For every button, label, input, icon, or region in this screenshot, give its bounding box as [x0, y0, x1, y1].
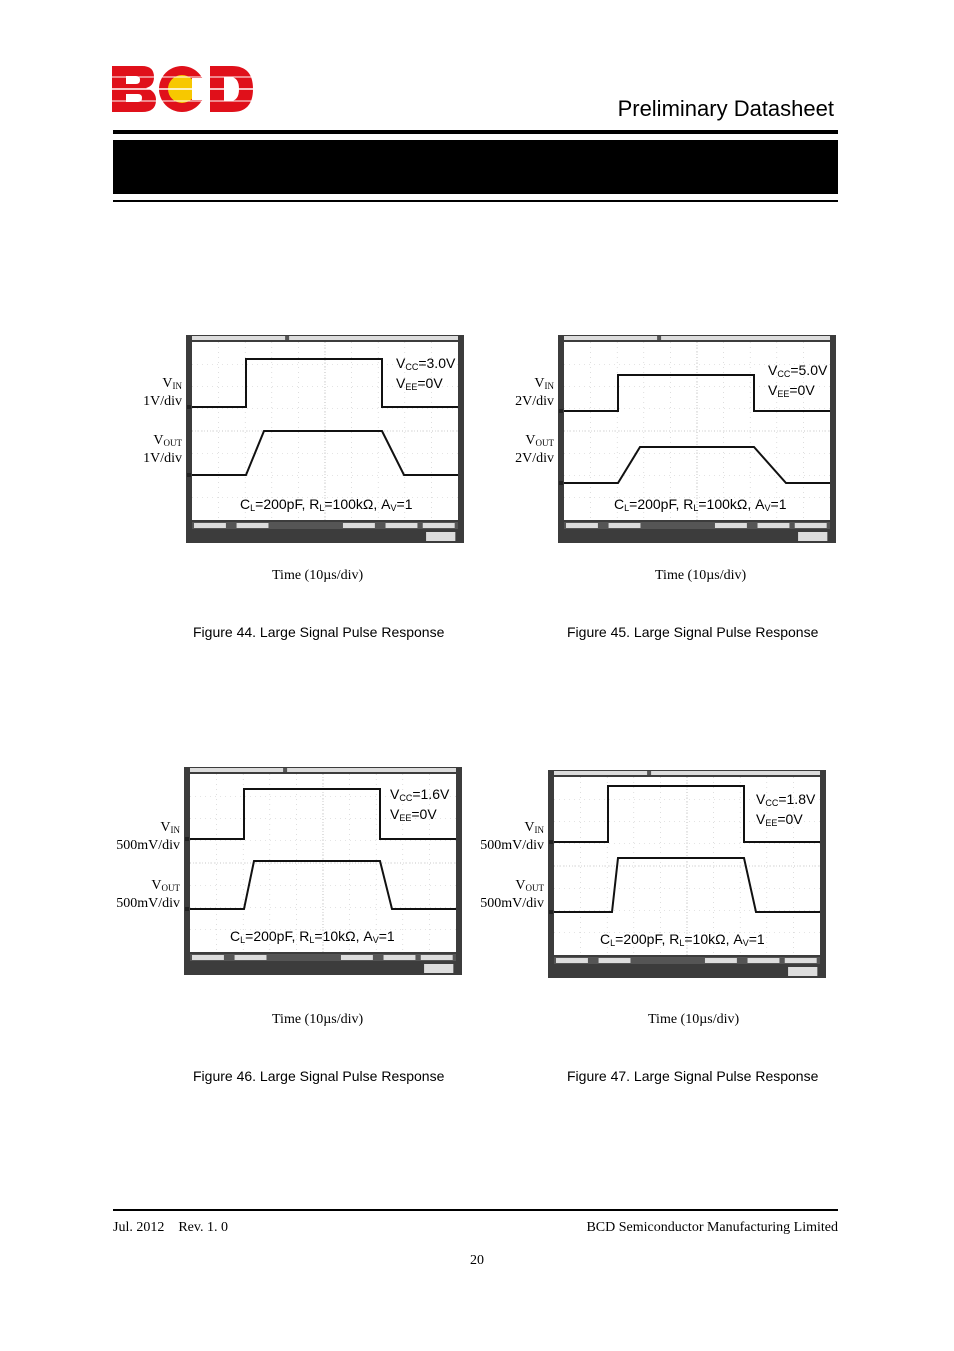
cond-r-text: =100kΩ, A	[324, 496, 391, 512]
cond-l-subscript: L	[624, 503, 630, 513]
vout-scale: 1V/div	[143, 451, 182, 466]
cond-c-letter: C	[600, 931, 611, 947]
time-axis-label: Time (10µs/div)	[648, 1012, 740, 1027]
vin-symbol: V	[162, 376, 173, 391]
time-axis-label: Time (10µs/div)	[655, 568, 747, 583]
figure-caption: Figure 46. Large Signal Pulse Response	[193, 1068, 445, 1084]
figure-caption: Figure 45. Large Signal Pulse Response	[567, 624, 819, 640]
header-rule	[113, 130, 838, 134]
cond-a-text: =1	[748, 931, 765, 947]
cond-c-letter: C	[614, 496, 625, 512]
supply-annotation	[768, 362, 827, 402]
cond-r-subscript: L	[309, 935, 315, 945]
vout-subscript: OUT	[161, 883, 180, 893]
document-type-title: Preliminary Datasheet	[617, 96, 834, 121]
cond-r-subscript: L	[693, 503, 699, 513]
cond-a-subscript: V	[390, 503, 397, 513]
vout-axis-label	[143, 433, 182, 467]
cond-r-subscript: L	[679, 938, 685, 948]
cond-c-letter: C	[240, 496, 251, 512]
cond-c-letter: C	[230, 928, 241, 944]
cond-l-subscript: L	[610, 938, 616, 948]
cond-r-subscript: L	[319, 503, 325, 513]
vout-scale: 500mV/div	[116, 896, 180, 911]
vin-subscript: IN	[170, 825, 180, 835]
vin-axis-label	[116, 820, 180, 854]
vout-symbol: V	[515, 878, 526, 893]
vee-value: =0V	[777, 811, 803, 827]
supply-annotation	[396, 355, 455, 395]
vin-symbol: V	[524, 820, 535, 835]
vin-scale: 500mV/div	[116, 838, 180, 853]
vee-value: =0V	[411, 806, 437, 822]
page-number: 20	[470, 1253, 484, 1268]
test-conditions	[614, 496, 786, 516]
footer-company: BCD Semiconductor Manufacturing Limited	[586, 1220, 838, 1235]
vcc-value: =5.0V	[790, 362, 828, 378]
vee-subscript: EE	[399, 813, 412, 823]
vee-letter: V	[756, 811, 766, 827]
vcc-subscript: CC	[405, 362, 419, 372]
cond-l-subscript: L	[250, 503, 256, 513]
vout-axis-label	[515, 433, 554, 467]
section-banner	[113, 140, 838, 194]
vin-axis-label	[480, 820, 544, 854]
vcc-letter: V	[396, 355, 406, 371]
bcd-logo	[112, 64, 254, 114]
vout-scale: 2V/div	[515, 451, 554, 466]
vcc-subscript: CC	[765, 798, 779, 808]
vcc-subscript: CC	[399, 793, 413, 803]
vee-letter: V	[768, 382, 778, 398]
cond-l-subscript: L	[240, 935, 246, 945]
cond-r-text: =10kΩ, A	[314, 928, 373, 944]
cond-c-text: =200pF, R	[245, 928, 310, 944]
vee-letter: V	[390, 806, 400, 822]
cond-c-text: =200pF, R	[255, 496, 320, 512]
test-conditions	[240, 496, 412, 516]
vin-subscript: IN	[172, 381, 182, 391]
cond-r-text: =100kΩ, A	[698, 496, 765, 512]
vcc-letter: V	[756, 791, 766, 807]
vcc-letter: V	[390, 786, 400, 802]
vin-subscript: IN	[534, 825, 544, 835]
footer-rule	[113, 1209, 838, 1211]
test-conditions	[230, 928, 395, 948]
vin-scale: 500mV/div	[480, 838, 544, 853]
cond-a-subscript: V	[764, 503, 771, 513]
vout-symbol: V	[525, 433, 536, 448]
cond-c-text: =200pF, R	[615, 931, 680, 947]
vee-value: =0V	[417, 375, 443, 391]
vout-scale: 500mV/div	[480, 896, 544, 911]
vee-letter: V	[396, 375, 406, 391]
vin-axis-label	[515, 376, 554, 410]
test-conditions	[600, 931, 765, 951]
footer-date-revision: Jul. 2012 Rev. 1. 0	[113, 1220, 228, 1235]
vin-scale: 2V/div	[515, 394, 554, 409]
cond-a-text: =1	[770, 496, 787, 512]
header-rule-thin	[113, 200, 838, 202]
vcc-value: =1.8V	[778, 791, 816, 807]
vout-symbol: V	[153, 433, 164, 448]
vout-subscript: OUT	[535, 438, 554, 448]
figure-caption: Figure 47. Large Signal Pulse Response	[567, 1068, 819, 1084]
figure-caption: Figure 44. Large Signal Pulse Response	[193, 624, 445, 640]
vcc-value: =1.6V	[412, 786, 450, 802]
vee-subscript: EE	[765, 818, 778, 828]
vin-scale: 1V/div	[143, 394, 182, 409]
vcc-subscript: CC	[777, 369, 791, 379]
vout-axis-label	[116, 878, 180, 912]
vee-subscript: EE	[405, 382, 418, 392]
time-axis-label: Time (10µs/div)	[272, 568, 364, 583]
cond-r-text: =10kΩ, A	[684, 931, 743, 947]
vout-subscript: OUT	[163, 438, 182, 448]
time-axis-label: Time (10µs/div)	[272, 1012, 364, 1027]
vout-symbol: V	[151, 878, 162, 893]
vcc-value: =3.0V	[418, 355, 456, 371]
supply-annotation	[390, 786, 449, 826]
cond-a-text: =1	[396, 496, 413, 512]
vin-axis-label	[143, 376, 182, 410]
vcc-letter: V	[768, 362, 778, 378]
vout-axis-label	[480, 878, 544, 912]
vout-subscript: OUT	[525, 883, 544, 893]
vee-subscript: EE	[777, 389, 790, 399]
cond-a-subscript: V	[372, 935, 379, 945]
vin-subscript: IN	[544, 381, 554, 391]
supply-annotation	[756, 791, 815, 831]
cond-c-text: =200pF, R	[629, 496, 694, 512]
cond-a-subscript: V	[742, 938, 749, 948]
cond-a-text: =1	[378, 928, 395, 944]
vee-value: =0V	[789, 382, 815, 398]
vin-symbol: V	[534, 376, 545, 391]
vin-symbol: V	[160, 820, 171, 835]
